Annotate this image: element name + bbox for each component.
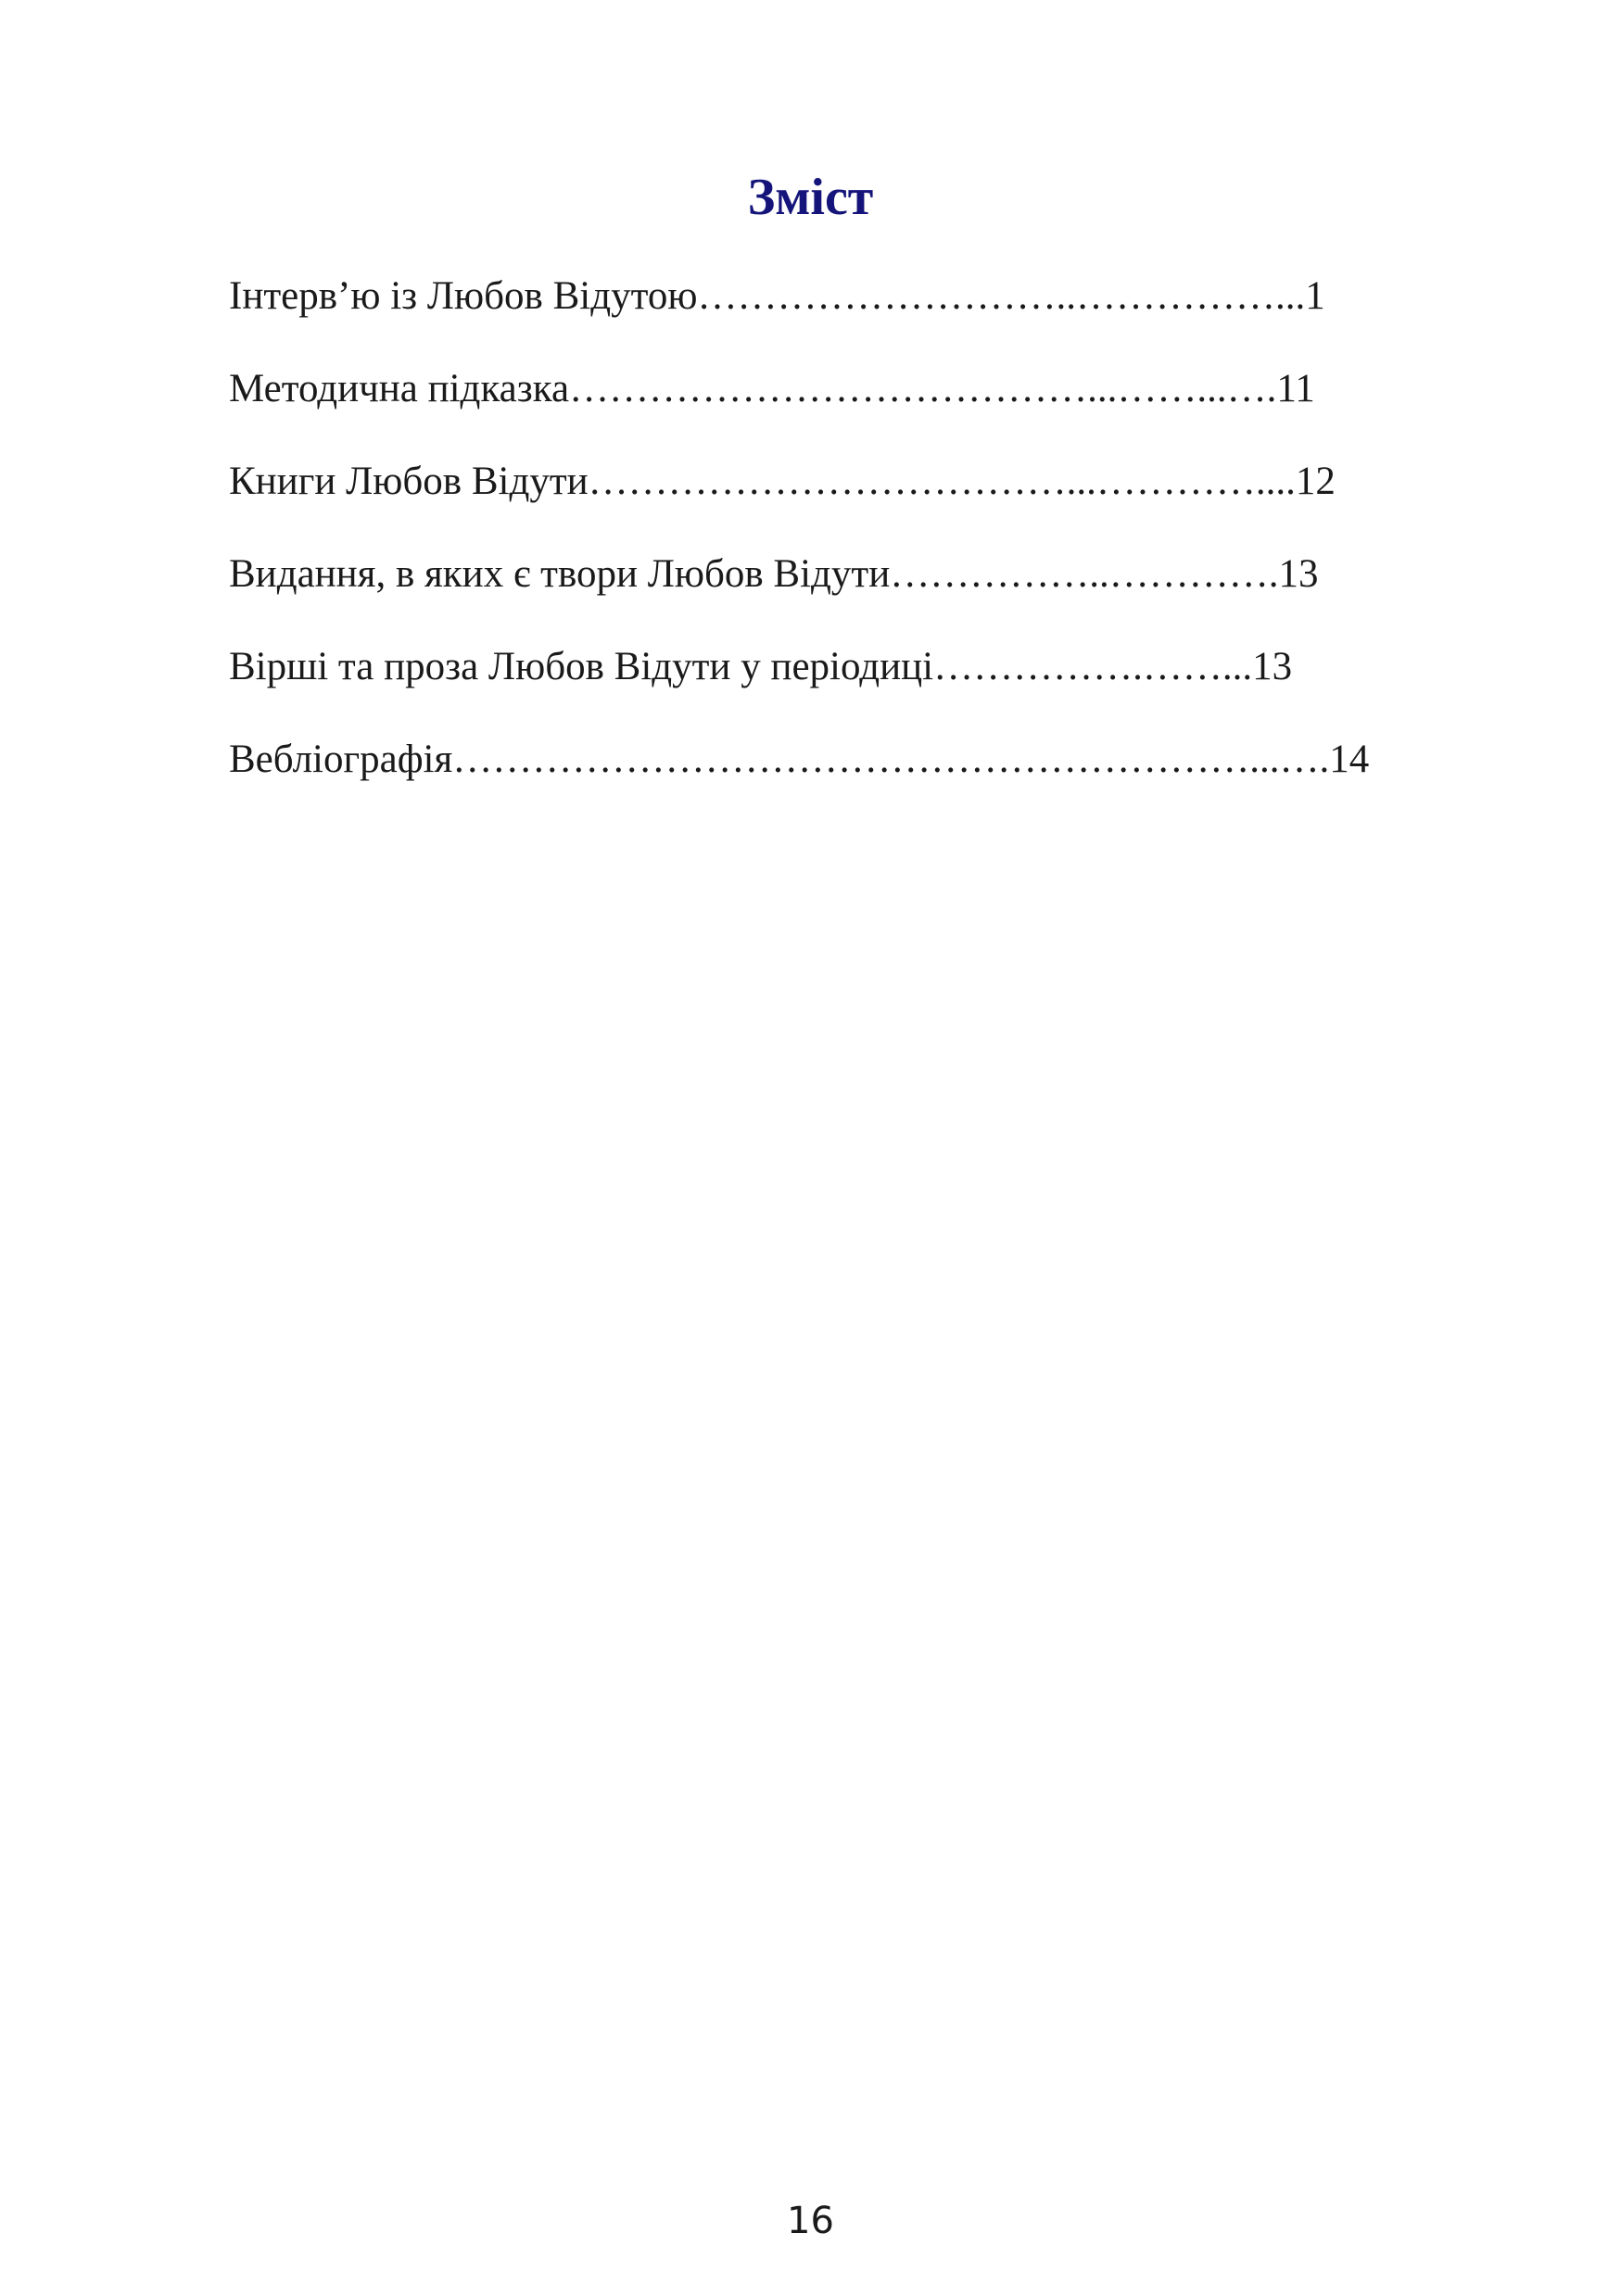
table-of-contents [229,269,1452,825]
toc-entry-publications[interactable] [229,547,1452,639]
toc-entry-webliography[interactable] [229,732,1452,825]
toc-entry-label: Видання, в яких є твори Любов Відути [229,552,891,596]
toc-entry-label: Вірші та проза Любов Відути у періодиці [229,645,934,688]
toc-entry-label: Книги Любов Відути [229,460,589,503]
toc-entry-leader: ……………..…………. [890,552,1279,596]
toc-entry-leader: ………………………..……………... [697,274,1306,318]
toc-entry-leader: ……………………………………………………...…. [452,738,1330,781]
toc-heading: Зміст [747,169,874,226]
toc-entry-leader: …………………………………...……...…. [569,367,1277,410]
toc-entry-label: Методична підказка [229,367,570,410]
toc-entry-methodical-hint[interactable] [229,361,1452,454]
page-number: 16 [787,2200,834,2242]
toc-entry-label: Інтерв’ю із Любов Відутою [229,274,698,318]
toc-entry-periodicals[interactable] [229,639,1452,732]
toc-entry-books[interactable] [229,454,1452,547]
toc-entry-page: 1 [1305,274,1325,318]
toc-entry-page: 13 [1278,552,1319,596]
toc-entry-page: 14 [1329,738,1370,781]
toc-entry-page: 11 [1276,367,1315,410]
toc-entry-label: Вебліографія [229,738,453,781]
toc-entry-page: 13 [1252,645,1293,688]
toc-entry-leader: ………………………………...………….... [588,460,1296,503]
toc-entry-interview[interactable] [229,269,1452,361]
toc-entry-leader: …………….……... [933,645,1253,688]
toc-entry-page: 12 [1295,460,1336,503]
